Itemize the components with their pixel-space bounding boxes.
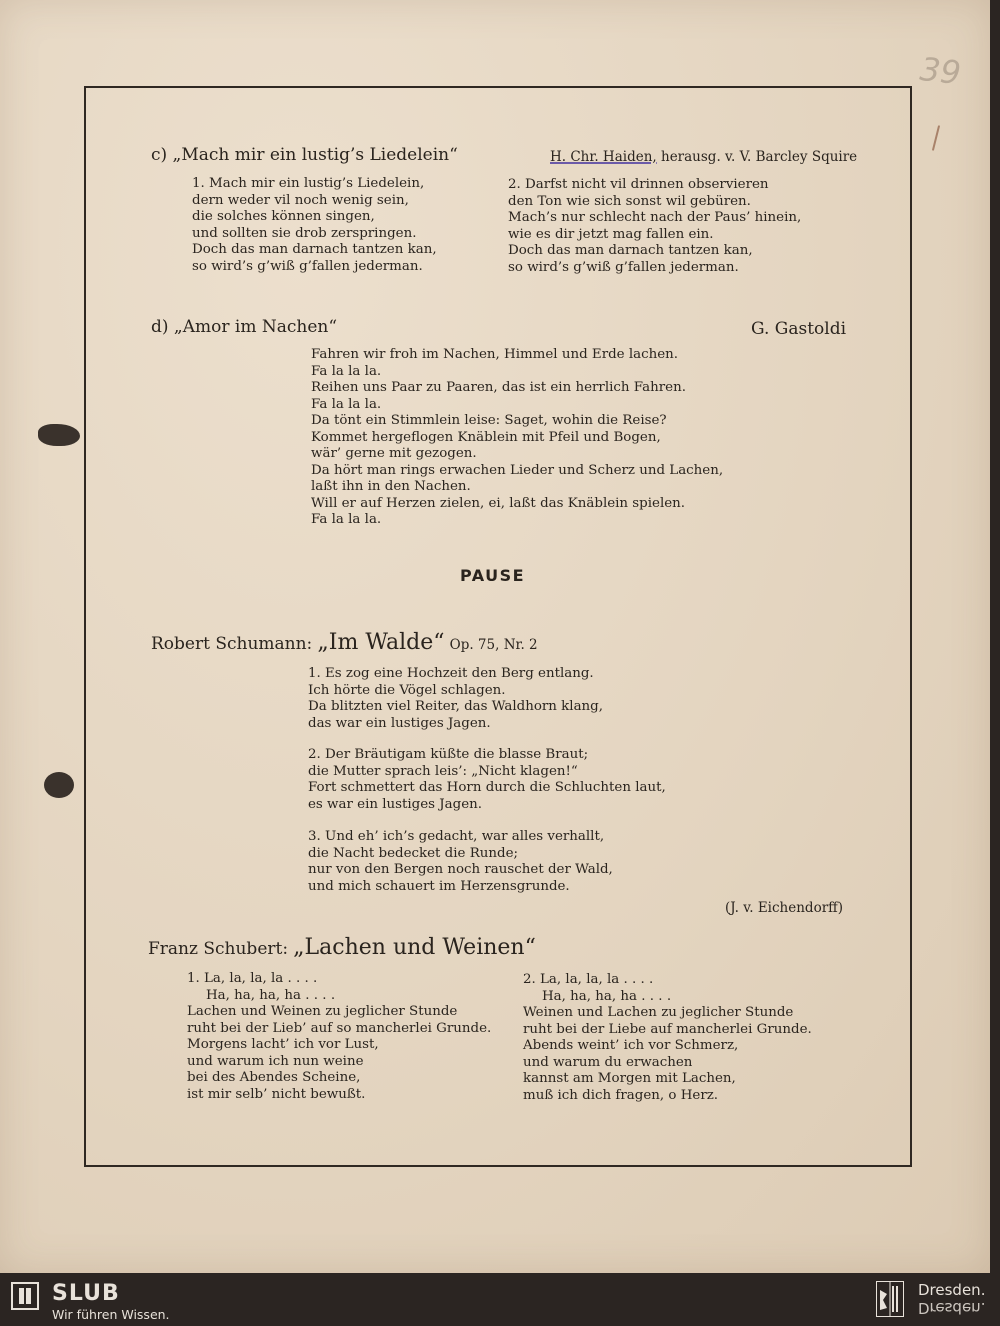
intermission-heading: PAUSE xyxy=(460,566,526,585)
verse-line: Fa la la la. xyxy=(311,363,382,379)
verse-line: und sollten sie drob zerspringen. xyxy=(192,225,417,241)
verse-line: Fahren wir froh im Nachen, Himmel und Erde lachen. xyxy=(311,347,679,362)
composer-editor: herausg. v. V. Barcley Squire xyxy=(656,149,858,165)
verse-line: laßt ihn in den Nachen. xyxy=(311,479,471,494)
verse-line: Fort schmettert das Horn durch die Schluchten laut, xyxy=(308,780,666,795)
schumann-verse-3 xyxy=(308,829,613,895)
schumann-heading xyxy=(151,630,538,655)
slub-tagline: Wir führen Wissen. xyxy=(52,1307,170,1322)
verse-line: 3. Und eh’ ich’s gedacht, war alles verhallt, xyxy=(308,829,605,844)
slub-logo-icon xyxy=(10,1281,40,1311)
schubert-heading xyxy=(148,935,536,960)
verse-line: Ha, ha, ha, ha . . . . xyxy=(206,987,336,1003)
verse-line: so wird’s g’wiß g’fallen jederman. xyxy=(192,258,423,274)
binding-hole-top xyxy=(38,424,80,446)
song-c-composer xyxy=(550,149,857,165)
verse-line: Fa la la la. xyxy=(311,512,382,527)
verse-line: kannst am Morgen mit Lachen, xyxy=(523,1071,736,1086)
song-c-verse-2 xyxy=(508,177,801,276)
verse-line: den Ton wie sich sonst wil gebüren. xyxy=(508,193,751,209)
schubert-composer: Franz Schubert: xyxy=(148,939,289,959)
verse-line: Weinen und Lachen zu jeglicher Stunde xyxy=(523,1005,794,1020)
verse-line: und mich schauert im Herzensgrunde. xyxy=(308,878,570,894)
verse-line: 1. La, la, la, la . . . . xyxy=(187,971,318,986)
verse-line: Da tönt ein Stimmlein leise: Saget, wohin die Reise? xyxy=(311,413,667,428)
schumann-verse-2 xyxy=(308,747,666,813)
verse-line: Kommet hergeflogen Knäblein mit Pfeil und Bogen, xyxy=(311,429,661,445)
verse-line: Lachen und Weinen zu jeglicher Stunde xyxy=(187,1004,458,1019)
verse-line: bei des Abendes Scheine, xyxy=(187,1070,361,1085)
verse-line: dern weder vil noch wenig sein, xyxy=(192,192,409,208)
verse-line: nur von den Bergen noch rauschet der Wald, xyxy=(308,862,613,877)
verse-line: Mach’s nur schlecht nach der Paus’ hinein, xyxy=(508,210,802,225)
verse-line: und warum du erwachen xyxy=(523,1054,693,1070)
verse-line: Morgens lacht’ ich vor Lust, xyxy=(187,1037,379,1052)
verse-line: wär’ gerne mit gezogen. xyxy=(311,446,477,461)
verse-line: die Nacht bedecket die Runde; xyxy=(308,845,519,861)
composer-haiden: H. Chr. Haiden, xyxy=(550,149,657,165)
verse-line: die solches können singen, xyxy=(192,209,375,224)
song-d-lyrics xyxy=(311,347,723,529)
schubert-title: „Lachen und Weinen“ xyxy=(293,935,536,960)
schumann-verse-1 xyxy=(308,666,603,732)
verse-line: Da blitzten viel Reiter, das Waldhorn klang, xyxy=(308,699,604,714)
verse-line: 1. Mach mir ein lustig’s Liedelein, xyxy=(192,176,425,191)
verse-line: Ha, ha, ha, ha . . . . xyxy=(542,988,672,1004)
verse-line: es war ein lustiges Jagen. xyxy=(308,796,483,812)
song-c-title: c) „Mach mir ein lustig’s Liedelein“ xyxy=(151,145,458,165)
page-number: 39 xyxy=(918,49,963,93)
dresden-name: Dresden. xyxy=(918,1281,986,1299)
verse-line: Ich hörte die Vögel schlagen. xyxy=(308,682,506,698)
verse-line: Reihen uns Paar zu Paaren, das ist ein herrlich Fahren. xyxy=(311,380,686,395)
dresden-crest-icon xyxy=(876,1281,904,1317)
verse-line: wie es dir jetzt mag fallen ein. xyxy=(508,226,714,242)
schubert-verse-2 xyxy=(523,972,812,1104)
verse-line: Will er auf Herzen zielen, ei, laßt das Knäblein spielen. xyxy=(311,495,686,511)
schumann-opus: Op. 75, Nr. 2 xyxy=(449,637,538,653)
verse-line: und warum ich nun weine xyxy=(187,1053,364,1069)
schumann-title: „Im Walde“ xyxy=(317,630,445,655)
dresden-name-reflection: Dresden. xyxy=(918,1299,986,1317)
verse-line: muß ich dich fragen, o Herz. xyxy=(523,1087,719,1103)
verse-line: Da hört man rings erwachen Lieder und Scherz und Lachen, xyxy=(311,462,724,478)
schumann-composer: Robert Schumann: xyxy=(151,634,313,654)
schubert-verse-1 xyxy=(187,971,491,1103)
verse-line: das war ein lustiges Jagen. xyxy=(308,715,491,731)
verse-line: so wird’s g’wiß g’fallen jederman. xyxy=(508,259,739,275)
footer-bar xyxy=(0,1273,1000,1326)
slub-name: SLUB xyxy=(52,1281,120,1306)
verse-line: Doch das man darnach tantzen kan, xyxy=(508,243,753,258)
verse-line: 2. Darfst nicht vil drinnen observieren xyxy=(508,177,769,192)
verse-line: 2. Der Bräutigam küßte die blasse Braut; xyxy=(308,747,589,762)
verse-line: Doch das man darnach tantzen kan, xyxy=(192,242,437,257)
song-d-title: d) „Amor im Nachen“ xyxy=(151,317,338,337)
verse-line: ruht bei der Liebe auf mancherlei Grunde. xyxy=(523,1021,812,1037)
verse-line: ist mir selb’ nicht bewußt. xyxy=(187,1086,366,1102)
pencil-mark xyxy=(932,125,940,151)
verse-line: Fa la la la. xyxy=(311,396,382,412)
verse-line: Abends weint’ ich vor Schmerz, xyxy=(523,1038,739,1053)
song-d-composer: G. Gastoldi xyxy=(751,319,847,339)
schumann-lyricist: (J. v. Eichendorff) xyxy=(725,900,844,916)
verse-line: 1. Es zog eine Hochzeit den Berg entlang. xyxy=(308,666,594,681)
song-c-verse-1 xyxy=(192,176,437,275)
binding-hole-bottom xyxy=(44,772,74,798)
verse-line: 2. La, la, la, la . . . . xyxy=(523,972,654,987)
verse-line: die Mutter sprach leis’: „Nicht klagen!“ xyxy=(308,763,578,779)
verse-line: ruht bei der Lieb’ auf so mancherlei Grunde. xyxy=(187,1020,492,1036)
